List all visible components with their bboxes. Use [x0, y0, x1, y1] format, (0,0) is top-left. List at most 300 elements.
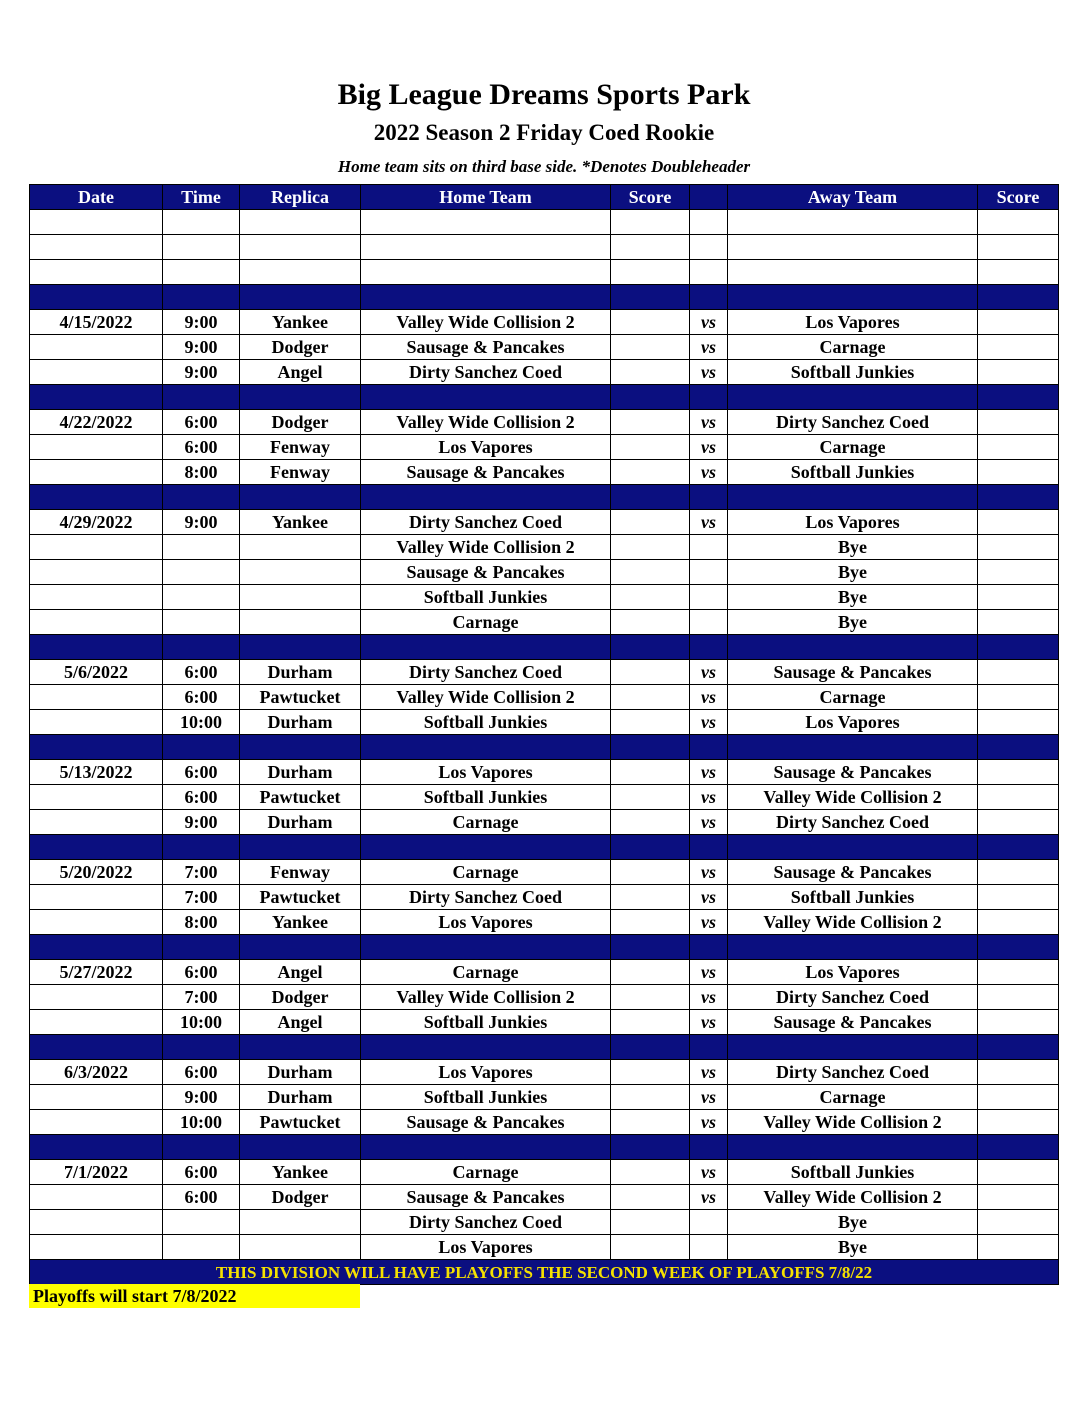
vs-cell: vs — [690, 1110, 728, 1135]
away-team-cell: Carnage — [728, 335, 978, 360]
replica-cell: Yankee — [240, 310, 361, 335]
table-row — [30, 1235, 1059, 1260]
week-separator — [30, 735, 1059, 760]
vs-cell: vs — [690, 960, 728, 985]
time-cell: 9:00 — [163, 1085, 240, 1110]
home-score-cell — [611, 260, 690, 285]
replica-cell: Durham — [240, 1060, 361, 1085]
separator-cell — [240, 935, 361, 960]
away-score-cell — [978, 885, 1059, 910]
replica-cell — [240, 210, 361, 235]
away-score-cell — [978, 660, 1059, 685]
home-team-cell: Softball Junkies — [361, 1085, 611, 1110]
time-cell: 6:00 — [163, 685, 240, 710]
table-row — [30, 1010, 1059, 1035]
date-cell — [30, 610, 163, 635]
replica-cell — [240, 1235, 361, 1260]
home-team-cell: Los Vapores — [361, 1060, 611, 1085]
separator-cell — [240, 735, 361, 760]
time-cell: 6:00 — [163, 435, 240, 460]
home-score-cell — [611, 785, 690, 810]
replica-cell: Pawtucket — [240, 685, 361, 710]
vs-cell: vs — [690, 760, 728, 785]
separator-cell — [240, 385, 361, 410]
away-score-cell — [978, 1060, 1059, 1085]
vs-cell: vs — [690, 985, 728, 1010]
vs-cell — [690, 610, 728, 635]
home-team-cell: Dirty Sanchez Coed — [361, 360, 611, 385]
home-team-cell — [361, 260, 611, 285]
away-team-cell: Bye — [728, 610, 978, 635]
vs-cell: vs — [690, 885, 728, 910]
home-team-cell: Carnage — [361, 810, 611, 835]
home-team-cell — [361, 235, 611, 260]
separator-cell — [728, 485, 978, 510]
away-score-cell — [978, 960, 1059, 985]
away-score-cell — [978, 1185, 1059, 1210]
vs-cell — [690, 585, 728, 610]
home-team-cell: Los Vapores — [361, 760, 611, 785]
time-cell: 7:00 — [163, 860, 240, 885]
table-row — [30, 535, 1059, 560]
separator-cell — [240, 1035, 361, 1060]
time-cell — [163, 585, 240, 610]
time-cell — [163, 235, 240, 260]
away-team-cell — [728, 210, 978, 235]
time-cell — [163, 260, 240, 285]
home-score-cell — [611, 510, 690, 535]
away-team-cell: Bye — [728, 560, 978, 585]
away-team-cell — [728, 235, 978, 260]
away-score-cell — [978, 435, 1059, 460]
replica-cell: Durham — [240, 1085, 361, 1110]
date-cell — [30, 1010, 163, 1035]
vs-cell — [690, 235, 728, 260]
date-cell — [30, 585, 163, 610]
home-score-cell — [611, 985, 690, 1010]
date-cell: 6/3/2022 — [30, 1060, 163, 1085]
time-cell: 9:00 — [163, 810, 240, 835]
time-cell — [163, 1210, 240, 1235]
home-team-cell: Valley Wide Collision 2 — [361, 410, 611, 435]
separator-cell — [163, 635, 240, 660]
home-team-cell: Valley Wide Collision 2 — [361, 985, 611, 1010]
separator-cell — [30, 735, 163, 760]
separator-cell — [240, 485, 361, 510]
replica-cell: Angel — [240, 1010, 361, 1035]
week-separator — [30, 635, 1059, 660]
separator-cell — [728, 635, 978, 660]
separator-cell — [240, 285, 361, 310]
vs-cell — [690, 1235, 728, 1260]
replica-cell: Durham — [240, 810, 361, 835]
away-team-cell: Carnage — [728, 685, 978, 710]
home-team-cell: Carnage — [361, 610, 611, 635]
time-cell: 6:00 — [163, 1160, 240, 1185]
home-score-cell — [611, 310, 690, 335]
table-row — [30, 810, 1059, 835]
away-team-cell: Dirty Sanchez Coed — [728, 410, 978, 435]
date-cell — [30, 1210, 163, 1235]
away-team-cell: Softball Junkies — [728, 885, 978, 910]
home-score-cell — [611, 335, 690, 360]
date-cell — [30, 910, 163, 935]
away-score-cell — [978, 310, 1059, 335]
away-score-cell — [978, 510, 1059, 535]
away-score-cell — [978, 210, 1059, 235]
table-row — [30, 760, 1059, 785]
separator-cell — [611, 385, 690, 410]
table-row — [30, 1060, 1059, 1085]
replica-cell: Durham — [240, 660, 361, 685]
col-vs — [690, 185, 728, 210]
time-cell — [163, 535, 240, 560]
separator-cell — [163, 385, 240, 410]
away-team-cell: Los Vapores — [728, 310, 978, 335]
home-score-cell — [611, 535, 690, 560]
separator-cell — [361, 485, 611, 510]
away-team-cell: Bye — [728, 1235, 978, 1260]
separator-cell — [728, 1035, 978, 1060]
separator-cell — [163, 835, 240, 860]
away-score-cell — [978, 410, 1059, 435]
home-score-cell — [611, 410, 690, 435]
week-separator — [30, 285, 1059, 310]
separator-cell — [163, 1035, 240, 1060]
home-team-cell: Carnage — [361, 960, 611, 985]
home-score-cell — [611, 585, 690, 610]
separator-cell — [690, 285, 728, 310]
col-away-score: Score — [978, 185, 1059, 210]
time-cell: 6:00 — [163, 410, 240, 435]
schedule-body — [30, 210, 1059, 1260]
replica-cell — [240, 1210, 361, 1235]
date-cell — [30, 685, 163, 710]
home-team-cell: Carnage — [361, 1160, 611, 1185]
page-title: Big League Dreams Sports Park — [337, 78, 751, 111]
away-score-cell — [978, 1235, 1059, 1260]
date-cell — [30, 435, 163, 460]
home-team-cell: Los Vapores — [361, 435, 611, 460]
replica-cell: Pawtucket — [240, 785, 361, 810]
playoff-start-note: Playoffs will start 7/8/2022 — [29, 1284, 360, 1308]
table-row — [30, 260, 1059, 285]
home-team-cell: Valley Wide Collision 2 — [361, 535, 611, 560]
home-team-cell: Valley Wide Collision 2 — [361, 310, 611, 335]
home-score-cell — [611, 1185, 690, 1210]
home-team-cell: Valley Wide Collision 2 — [361, 685, 611, 710]
header-row — [30, 185, 1059, 210]
away-score-cell — [978, 685, 1059, 710]
date-cell — [30, 710, 163, 735]
away-team-cell: Valley Wide Collision 2 — [728, 785, 978, 810]
time-cell — [163, 610, 240, 635]
away-team-cell: Bye — [728, 535, 978, 560]
date-cell — [30, 235, 163, 260]
replica-cell: Yankee — [240, 510, 361, 535]
table-row — [30, 435, 1059, 460]
table-row — [30, 685, 1059, 710]
replica-cell: Angel — [240, 960, 361, 985]
date-cell: 4/29/2022 — [30, 510, 163, 535]
away-score-cell — [978, 335, 1059, 360]
home-team-cell: Sausage & Pancakes — [361, 1185, 611, 1210]
separator-cell — [728, 285, 978, 310]
separator-cell — [163, 935, 240, 960]
replica-cell: Fenway — [240, 860, 361, 885]
home-team-cell: Dirty Sanchez Coed — [361, 885, 611, 910]
away-team-cell: Los Vapores — [728, 710, 978, 735]
schedule-table — [29, 184, 1059, 1285]
separator-cell — [611, 835, 690, 860]
home-team-cell: Softball Junkies — [361, 585, 611, 610]
vs-cell: vs — [690, 435, 728, 460]
separator-cell — [611, 735, 690, 760]
separator-cell — [728, 835, 978, 860]
separator-cell — [690, 935, 728, 960]
separator-cell — [611, 635, 690, 660]
separator-cell — [611, 935, 690, 960]
schedule-note: Home team sits on third base side. *Denotes Doubleheader — [337, 157, 751, 176]
away-team-cell — [728, 260, 978, 285]
date-cell: 5/20/2022 — [30, 860, 163, 885]
replica-cell: Fenway — [240, 460, 361, 485]
separator-cell — [728, 935, 978, 960]
separator-cell — [978, 935, 1059, 960]
away-score-cell — [978, 535, 1059, 560]
away-team-cell: Softball Junkies — [728, 460, 978, 485]
home-team-cell: Sausage & Pancakes — [361, 1110, 611, 1135]
home-score-cell — [611, 1010, 690, 1035]
home-score-cell — [611, 910, 690, 935]
table-row — [30, 210, 1059, 235]
separator-cell — [728, 1135, 978, 1160]
home-score-cell — [611, 1160, 690, 1185]
away-score-cell — [978, 810, 1059, 835]
table-row — [30, 785, 1059, 810]
vs-cell: vs — [690, 685, 728, 710]
vs-cell: vs — [690, 785, 728, 810]
home-score-cell — [611, 660, 690, 685]
away-score-cell — [978, 1160, 1059, 1185]
separator-cell — [30, 285, 163, 310]
separator-cell — [30, 635, 163, 660]
date-cell — [30, 560, 163, 585]
time-cell: 9:00 — [163, 510, 240, 535]
separator-cell — [361, 1035, 611, 1060]
home-score-cell — [611, 860, 690, 885]
table-row — [30, 1185, 1059, 1210]
date-cell: 5/6/2022 — [30, 660, 163, 685]
table-row — [30, 310, 1059, 335]
time-cell: 6:00 — [163, 1060, 240, 1085]
vs-cell: vs — [690, 910, 728, 935]
separator-cell — [978, 735, 1059, 760]
away-score-cell — [978, 760, 1059, 785]
away-team-cell: Valley Wide Collision 2 — [728, 1110, 978, 1135]
replica-cell — [240, 260, 361, 285]
separator-cell — [978, 385, 1059, 410]
col-home-score: Score — [611, 185, 690, 210]
time-cell: 6:00 — [163, 785, 240, 810]
separator-cell — [690, 635, 728, 660]
replica-cell — [240, 235, 361, 260]
time-cell — [163, 560, 240, 585]
time-cell — [163, 210, 240, 235]
playoff-banner-row — [30, 1260, 1059, 1285]
home-team-cell — [361, 210, 611, 235]
separator-cell — [30, 1135, 163, 1160]
table-row — [30, 610, 1059, 635]
date-cell — [30, 360, 163, 385]
away-score-cell — [978, 710, 1059, 735]
week-separator — [30, 385, 1059, 410]
away-score-cell — [978, 985, 1059, 1010]
col-home-team: Home Team — [361, 185, 611, 210]
away-team-cell: Valley Wide Collision 2 — [728, 1185, 978, 1210]
date-cell — [30, 1235, 163, 1260]
week-separator — [30, 935, 1059, 960]
vs-cell: vs — [690, 1010, 728, 1035]
home-team-cell: Dirty Sanchez Coed — [361, 660, 611, 685]
vs-cell: vs — [690, 660, 728, 685]
replica-cell — [240, 535, 361, 560]
away-score-cell — [978, 235, 1059, 260]
separator-cell — [240, 1135, 361, 1160]
vs-cell: vs — [690, 710, 728, 735]
away-team-cell: Softball Junkies — [728, 360, 978, 385]
separator-cell — [30, 835, 163, 860]
vs-cell: vs — [690, 510, 728, 535]
replica-cell — [240, 560, 361, 585]
time-cell: 9:00 — [163, 360, 240, 385]
time-cell: 6:00 — [163, 760, 240, 785]
home-score-cell — [611, 235, 690, 260]
away-score-cell — [978, 610, 1059, 635]
away-team-cell: Carnage — [728, 435, 978, 460]
away-team-cell: Sausage & Pancakes — [728, 760, 978, 785]
vs-cell: vs — [690, 810, 728, 835]
home-team-cell: Los Vapores — [361, 910, 611, 935]
table-row — [30, 460, 1059, 485]
replica-cell: Dodger — [240, 410, 361, 435]
separator-cell — [690, 1135, 728, 1160]
col-away-team: Away Team — [728, 185, 978, 210]
replica-cell: Durham — [240, 710, 361, 735]
home-score-cell — [611, 610, 690, 635]
vs-cell — [690, 560, 728, 585]
replica-cell: Dodger — [240, 335, 361, 360]
home-score-cell — [611, 960, 690, 985]
separator-cell — [690, 385, 728, 410]
away-score-cell — [978, 1010, 1059, 1035]
table-row — [30, 885, 1059, 910]
date-cell — [30, 460, 163, 485]
away-team-cell: Dirty Sanchez Coed — [728, 985, 978, 1010]
col-replica: Replica — [240, 185, 361, 210]
week-separator — [30, 835, 1059, 860]
vs-cell — [690, 1210, 728, 1235]
home-team-cell: Carnage — [361, 860, 611, 885]
time-cell: 8:00 — [163, 910, 240, 935]
away-team-cell: Los Vapores — [728, 960, 978, 985]
separator-cell — [611, 1135, 690, 1160]
away-team-cell: Dirty Sanchez Coed — [728, 1060, 978, 1085]
date-cell — [30, 1085, 163, 1110]
replica-cell: Durham — [240, 760, 361, 785]
page-subtitle: 2022 Season 2 Friday Coed Rookie — [373, 120, 715, 145]
home-team-cell: Dirty Sanchez Coed — [361, 1210, 611, 1235]
date-cell — [30, 785, 163, 810]
away-team-cell: Bye — [728, 1210, 978, 1235]
table-row — [30, 1085, 1059, 1110]
vs-cell — [690, 260, 728, 285]
home-team-cell: Sausage & Pancakes — [361, 560, 611, 585]
home-score-cell — [611, 435, 690, 460]
vs-cell: vs — [690, 1160, 728, 1185]
time-cell: 10:00 — [163, 1110, 240, 1135]
away-team-cell: Valley Wide Collision 2 — [728, 910, 978, 935]
away-score-cell — [978, 860, 1059, 885]
time-cell: 6:00 — [163, 960, 240, 985]
time-cell: 9:00 — [163, 310, 240, 335]
away-score-cell — [978, 260, 1059, 285]
vs-cell: vs — [690, 860, 728, 885]
date-cell: 5/27/2022 — [30, 960, 163, 985]
table-row — [30, 660, 1059, 685]
vs-cell — [690, 535, 728, 560]
time-cell: 9:00 — [163, 335, 240, 360]
away-score-cell — [978, 1210, 1059, 1235]
home-score-cell — [611, 1210, 690, 1235]
away-team-cell: Dirty Sanchez Coed — [728, 810, 978, 835]
date-cell — [30, 1185, 163, 1210]
separator-cell — [361, 935, 611, 960]
date-cell — [30, 985, 163, 1010]
home-score-cell — [611, 1110, 690, 1135]
away-team-cell: Softball Junkies — [728, 1160, 978, 1185]
home-score-cell — [611, 360, 690, 385]
date-cell: 4/15/2022 — [30, 310, 163, 335]
separator-cell — [163, 285, 240, 310]
away-score-cell — [978, 785, 1059, 810]
col-time: Time — [163, 185, 240, 210]
separator-cell — [361, 635, 611, 660]
separator-cell — [361, 735, 611, 760]
table-row — [30, 335, 1059, 360]
vs-cell — [690, 210, 728, 235]
separator-cell — [361, 385, 611, 410]
vs-cell: vs — [690, 1085, 728, 1110]
table-row — [30, 960, 1059, 985]
separator-cell — [163, 735, 240, 760]
time-cell: 10:00 — [163, 710, 240, 735]
replica-cell: Yankee — [240, 1160, 361, 1185]
time-cell: 8:00 — [163, 460, 240, 485]
home-score-cell — [611, 760, 690, 785]
separator-cell — [240, 635, 361, 660]
home-team-cell: Softball Junkies — [361, 710, 611, 735]
date-cell — [30, 260, 163, 285]
playoff-banner: THIS DIVISION WILL HAVE PLAYOFFS THE SECOND WEEK OF PLAYOFFS 7/8/22 — [30, 1260, 1059, 1285]
home-team-cell: Sausage & Pancakes — [361, 460, 611, 485]
home-score-cell — [611, 1235, 690, 1260]
away-score-cell — [978, 1110, 1059, 1135]
table-row — [30, 560, 1059, 585]
separator-cell — [978, 1135, 1059, 1160]
separator-cell — [163, 485, 240, 510]
vs-cell: vs — [690, 1185, 728, 1210]
